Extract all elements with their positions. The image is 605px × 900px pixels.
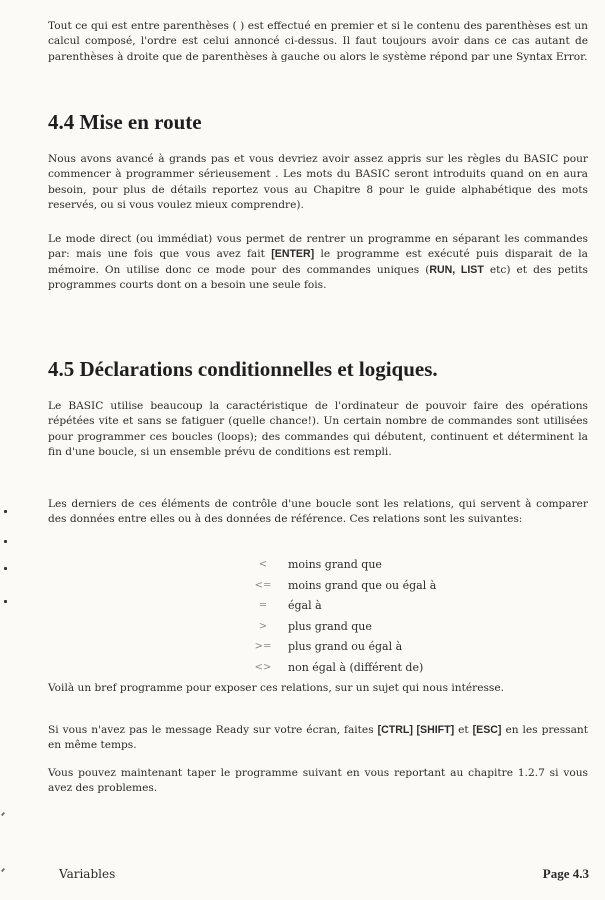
command-names: RUN, LIST: [429, 263, 484, 276]
margin-dot: [4, 510, 7, 513]
relation-operator: =: [258, 600, 268, 611]
section-4-5-paragraph-5: Vous pouvez maintenant taper le programme suivant en vous reportant au chapitre 1.2.7 si vous avez des problemes.: [48, 767, 588, 795]
intro-paragraph: Tout ce qui est entre parenthèses ( ) est effectué en premier et si le contenu des parenthèses est un calcul composé, l'ordre est celui annoncé ci-dessus. Il faut toujours avoir dans ce cas autant de parenthèses à droite que de parenthèses à gauche ou alors le système répond par une Syntax Error.: [48, 20, 588, 63]
margin-mark: [1, 868, 5, 872]
margin-dot: [4, 540, 7, 543]
relation-row: [48, 558, 588, 579]
ctrl-shift-key-label: [CTRL] [SHIFT]: [377, 724, 455, 736]
relation-operator: <>: [254, 661, 272, 673]
margin-dot: [4, 600, 7, 603]
relation-description: plus grand que: [288, 619, 372, 633]
section-4-4-paragraph-1: Nous avons avancé à grands pas et vous devriez avoir assez appris sur les règles du BASIC pour commencer à programmer sérieusement . Les mots du BASIC seront introduits quand on en aura besoin, pour plus de détails reportez vous au Chapitre 8 pour le guide alphabétique des mots reservés, ou si vous voulez mieux comprendre).: [48, 153, 588, 211]
section-4-5-paragraph-3: Voilà un bref programme pour exposer ces relations, sur un sujet qui nous intéresse.: [48, 682, 504, 694]
relation-description: plus grand ou égal à: [288, 640, 403, 653]
text-span: etc) et des petits programmes courts dont on a besoin une seule fois.: [48, 263, 588, 291]
relation-description: moins grand que: [288, 558, 382, 571]
relation-row: [48, 661, 588, 682]
esc-key-label: [ESC]: [472, 724, 502, 736]
text-span: en les pressant en même temps.: [48, 724, 588, 752]
relation-row: [48, 579, 588, 600]
footer-chapter-title: Variables: [59, 867, 116, 881]
section-4-5-heading: 4.5 Déclarations conditionnelles et logiques.: [48, 357, 438, 381]
relation-row: [48, 599, 588, 620]
margin-mark: [1, 812, 5, 816]
relation-operator: <=: [254, 579, 272, 591]
relation-description: non égal à (différent de): [288, 660, 424, 674]
relation-description: égal à: [288, 599, 322, 612]
text-span: le programme est exécuté puis disparait de la mémoire. On utilise donc ce mode pour des commandes uniques (: [48, 248, 588, 276]
enter-key-label: [ENTER]: [271, 248, 315, 261]
text-span: Le mode direct (ou immédiat) vous permet de rentrer un programme en séparant les commandes par: mais une fois que vous avez fait: [48, 233, 588, 261]
margin-dot: [4, 567, 7, 570]
section-4-5-paragraph-2: Les derniers de ces éléments de contrôle d'une boucle sont les relations, qui servent à comparer des données entre elles ou à des données de référence. Ces relations sont les suivantes:: [48, 498, 588, 526]
relation-operator: <: [258, 559, 268, 570]
relation-operator: >=: [254, 641, 272, 652]
section-4-5-paragraph-1: Le BASIC utilise beaucoup la caractéristique de l'ordinateur de pouvoir faire des opérations répétées vite et sans se fatiguer (quelle chance!). Un certain nombre de commandes sont utilisées pour programmer ces boucles (loops); des commandes qui débutent, continuent et déterminent la fin d'une boucle, si un ensemble prévu de conditions est rempli.: [48, 400, 588, 458]
relation-row: [48, 620, 588, 641]
section-4-5-paragraph-4: [48, 723, 588, 754]
section-4-4-heading: 4.4 Mise en route: [48, 110, 202, 134]
relation-row: [48, 640, 588, 661]
text-span: et: [454, 724, 473, 736]
section-4-4-paragraph-2: [48, 232, 588, 293]
relation-description: moins grand que ou égal à: [288, 578, 437, 592]
footer-page-number: Page 4.3: [542, 866, 589, 881]
text-span: Si vous n'avez pas le message Ready sur votre écran, faites: [48, 724, 378, 736]
relation-operator: >: [258, 620, 268, 632]
relations-list: [48, 558, 588, 681]
